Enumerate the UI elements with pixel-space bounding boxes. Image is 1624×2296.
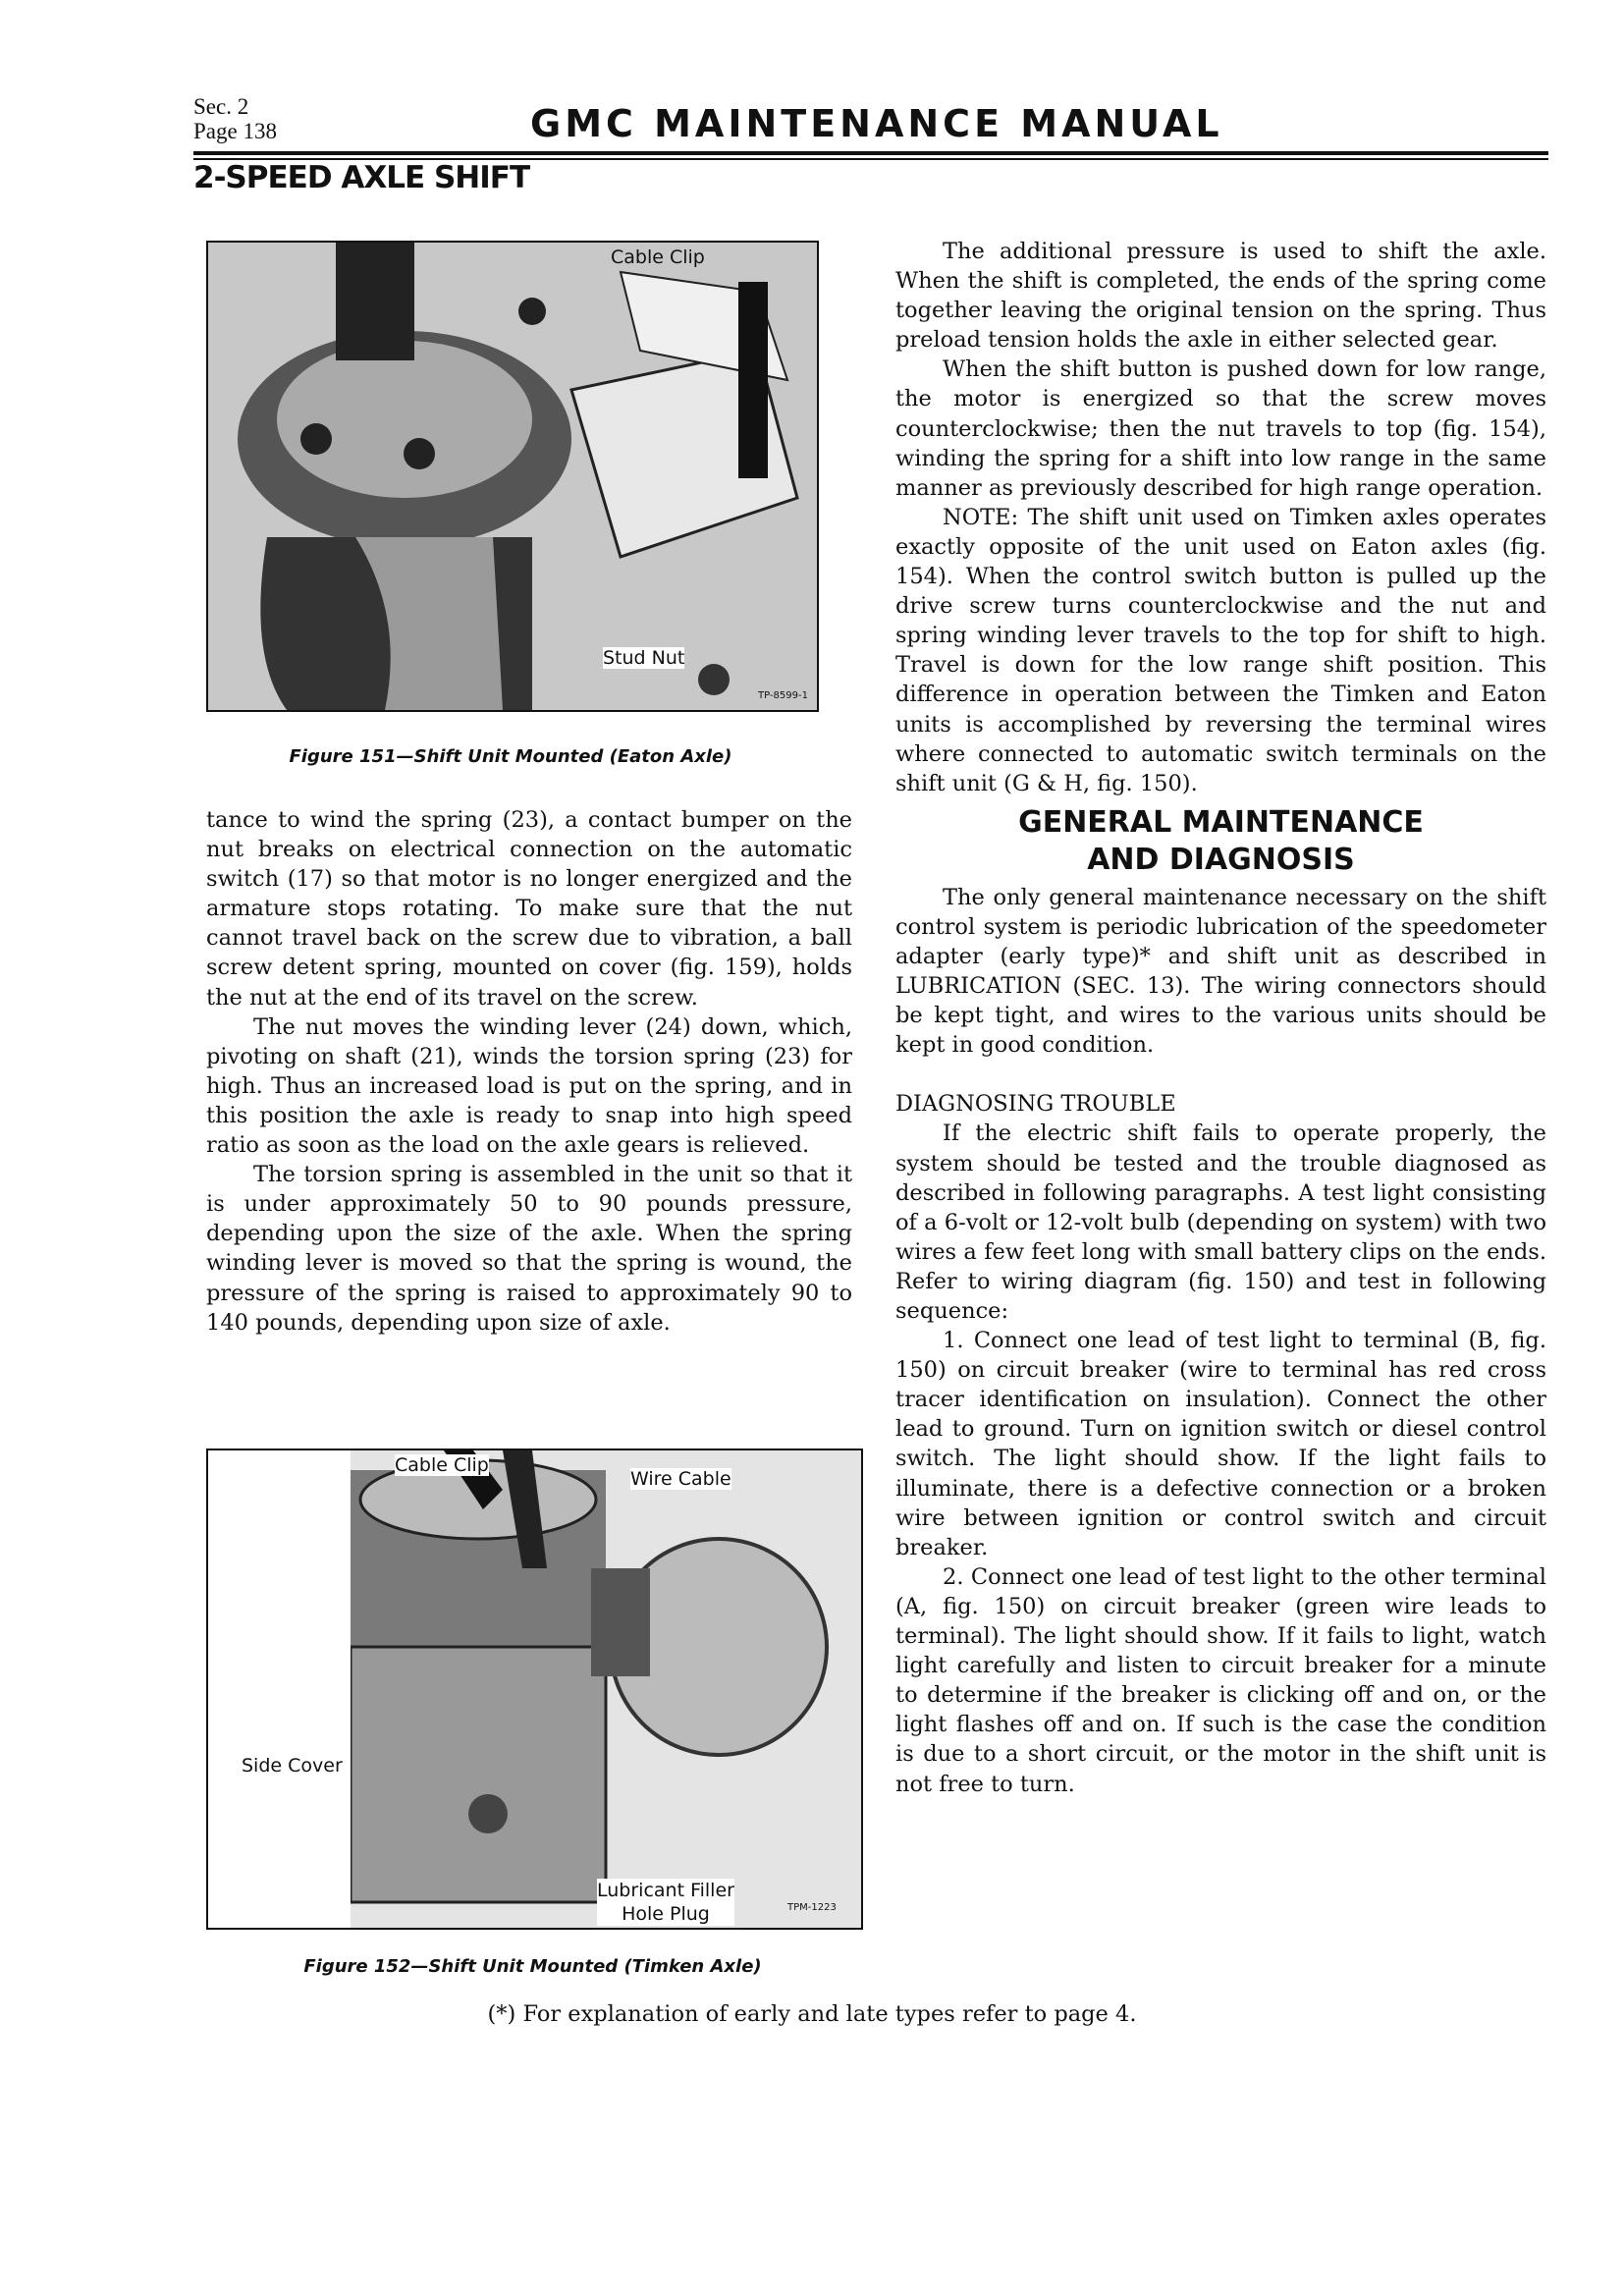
label-line: Lubricant Filler — [597, 1880, 734, 1901]
paragraph: 1. Connect one lead of test light to terminal (B, fig. 150) on circuit breaker (wire to terminal has red cross tracer identification on insulation). Connect the other lead to ground. Turn on ignition switch or diesel control switch. The light should show. If the light fails to illuminate, there is a defective connection or a broken wire between ignition or control switch and circuit breaker. — [895, 1328, 1546, 1560]
label-wire-cable: Wire Cable — [630, 1468, 731, 1490]
manual-title: GMC MAINTENANCE MANUAL — [530, 102, 1223, 145]
paragraph: The additional pressure is used to shift the axle. When the shift is completed, the ends of the spring come together leaving the original tension on the spring. Thus preload tension holds the axle in either selected gear. — [895, 239, 1546, 354]
section-title: 2-SPEED AXLE SHIFT — [193, 160, 530, 195]
label-cable-clip: Cable Clip — [611, 246, 705, 268]
paragraph: The torsion spring is assembled in the unit so that it is under approximately 50 to 90 pounds pressure, depending upon the size of the axle. When the spring winding lever is moved so that the spring is wound, the pressure of the spring is raised to approximately 90 to 140 pounds, depending upon size of axle. — [206, 1162, 852, 1336]
footnote: (*) For explanation of early and late types refer to page 4. — [487, 2001, 1137, 2027]
heading-line: AND DIAGNOSIS — [1087, 842, 1355, 877]
section-page-label — [193, 94, 277, 143]
paragraph: 2. Connect one lead of test light to the other terminal (A, fig. 150) on circuit breaker (green wire leads to terminal). The light should show. If it fails to light, watch light carefully and listen to circuit breaker for a minute to determine if the breaker is clicking off and on, or the light flashes off and on. If such is the case the condition is due to a short circuit, or the motor in the shift unit is not free to turn. — [895, 1563, 1546, 1797]
subheading-diagnosing-trouble: DIAGNOSING TROUBLE — [895, 1091, 1176, 1118]
figure-152-photo — [206, 1449, 863, 1930]
right-column — [895, 237, 1546, 1799]
figure-151-photo — [206, 241, 819, 712]
paragraph: NOTE: The shift unit used on Timken axles operates exactly opposite of the unit used on Eaton axles (fig. 154). When the control switch button is pulled up the drive screw turns counterclockwise and the nut and spring winding lever travels to the top for shift to high. Travel is down for the low range shift position. This difference in operation between the Timken and Eaton units is accomplished by reversing the terminal wires where connected to automatic switch terminals on the shift unit (G & H, fig. 150). — [895, 504, 1546, 796]
figure-code: TP-8599-1 — [758, 690, 808, 701]
header-rule — [193, 151, 1548, 155]
left-column — [206, 805, 852, 1338]
paragraph: tance to wind the spring (23), a contact bumper on the nut breaks on electrical connection on the automatic switch (17) so that motor is no longer energized and the armature stops rotating. To make sure that the nut cannot travel back on the screw due to vibration, a ball screw detent spring, mounted on cover (fig. 159), holds the nut at the end of its travel on the screw. — [206, 807, 852, 1011]
heading-general-maintenance — [895, 804, 1546, 879]
section-number: Sec. 2 — [193, 94, 249, 119]
figure-code: TPM-1223 — [787, 1902, 837, 1913]
paragraph: When the shift button is pushed down for low range, the motor is energized so that the screw moves counterclockwise; then the nut travels to top (fig. 154), winding the spring for a shift into low range in the same manner as previously described for high range operation. — [895, 356, 1546, 501]
label-cable-clip: Cable Clip — [395, 1454, 489, 1476]
label-line: Hole Plug — [622, 1903, 710, 1925]
label-lubricant-filler — [597, 1879, 734, 1926]
page-number: Page 138 — [193, 119, 277, 143]
heading-line: GENERAL MAINTENANCE — [1018, 804, 1424, 840]
paragraph: The nut moves the winding lever (24) down, which, pivoting on shaft (21), winds the torsion spring (23) for high. Thus an increased load is put on the spring, and in this position the axle is ready to snap into high speed ratio as soon as the load on the axle gears is relieved. — [206, 1013, 852, 1159]
paragraph: The only general maintenance necessary on the shift control system is periodic lubrication of the speedometer adapter (early type)* and shift unit as described in LUBRICATION (SEC. 13). The wiring connectors should be kept tight, and wires to the various units should be kept in good condition. — [895, 884, 1546, 1059]
label-stud-nut: Stud Nut — [603, 647, 685, 669]
paragraph: If the electric shift fails to operate properly, the system should be tested and the trouble diagnosed as described in following paragraphs. A test light consisting of a 6-volt or 12-volt bulb (depending on system) with two wires a few feet long with small battery clips on the ends. Refer to wiring diagram (fig. 150) and test in following sequence: — [895, 1121, 1546, 1324]
label-side-cover: Side Cover — [242, 1755, 343, 1777]
figure-151-caption: Figure 151—Shift Unit Mounted (Eaton Axle) — [289, 746, 732, 767]
figure-152-caption: Figure 152—Shift Unit Mounted (Timken Axle) — [303, 1956, 762, 1977]
